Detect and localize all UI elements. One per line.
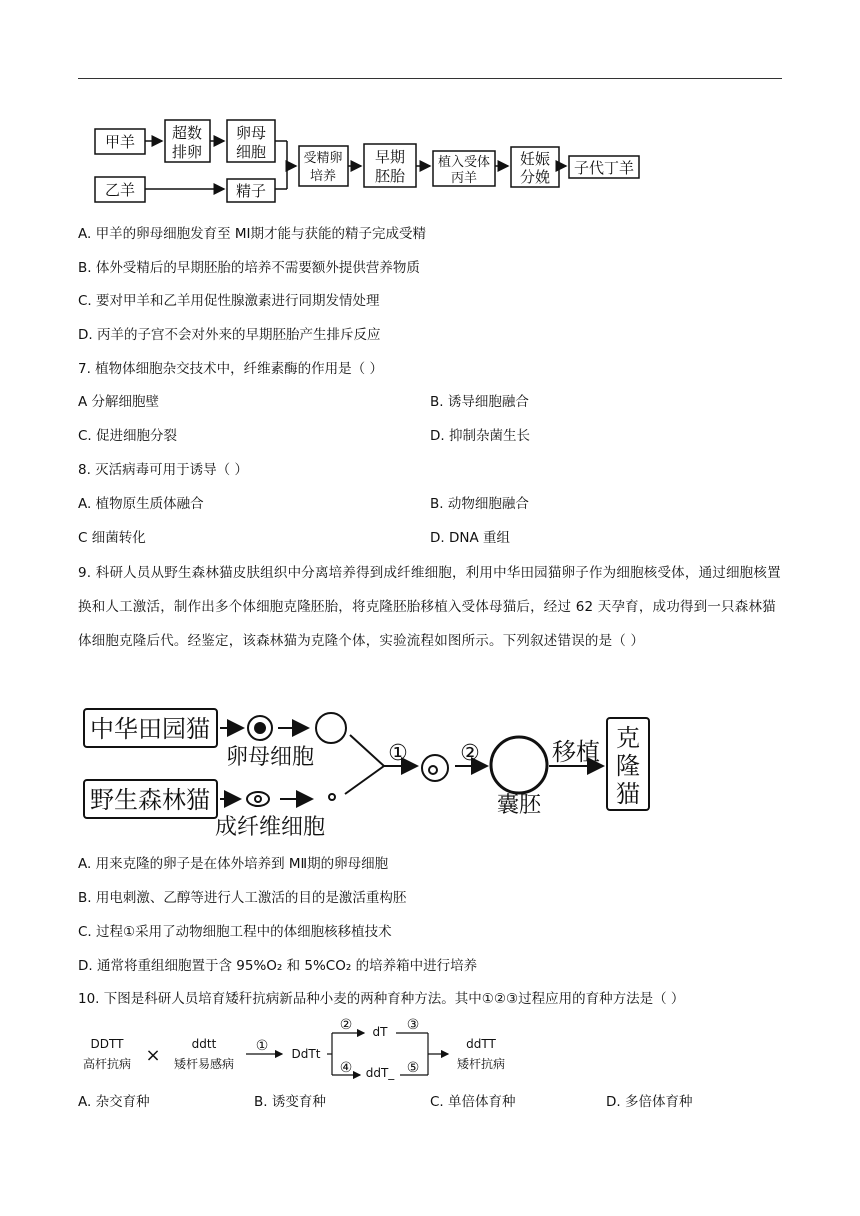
node-oocyte-1: 卵母 [235, 124, 267, 142]
q9-stem: 9. 科研人员从野生森林猫皮肤组织中分离培养得到成纤维细胞，利用中华田园猫卵子作为细胞核受体，通过细胞核置换和人工激活，制作出多个体细胞克隆胚胎，将克隆胚胎移植入受体母猫后，经过 62 天孕育，成功得到一只森林猫体细胞克隆后代。经鉴定，该森林猫为克隆个体，实验流程如图所示。下列叙述错误的是（ ） [78, 565, 781, 649]
node-transfer-1: 植入受体 [437, 155, 491, 170]
q7-stem: 7. 植物体细胞杂交技术中，纤维素酶的作用是（ ） [78, 361, 383, 377]
cat-donor-label: 中华田园猫 [90, 715, 210, 743]
fibroblast-label: 成纤维细胞 [214, 815, 326, 840]
q7-option-c: C. 促进细胞分裂 [78, 428, 178, 444]
step-2-label: ② [460, 741, 480, 766]
q8-option-b: B. 动物细胞融合 [430, 496, 529, 512]
wheat-step-5: ⑤ [406, 1060, 420, 1076]
node-early-embryo-2: 胚胎 [374, 167, 406, 185]
p1-genotype: DDTT [90, 1037, 124, 1051]
f1-genotype: DdTt [291, 1047, 321, 1061]
wheat-step-1: ① [255, 1038, 269, 1054]
result-trait: 矮杆抗病 [456, 1057, 506, 1071]
blastocyst-label: 囊胚 [496, 793, 542, 818]
q9-option-d: D. 通常将重组细胞置于含 95%O₂ 和 5%CO₂ 的培养箱中进行培养 [78, 958, 478, 974]
q8-option-d: D. DNA 重组 [430, 530, 510, 546]
q6-option-d: D. 丙羊的子宫不会对外来的早期胚胎产生排斥反应 [78, 327, 381, 343]
oocyte-label: 卵母细胞 [225, 745, 315, 770]
node-offspring: 子代丁羊 [573, 159, 635, 177]
q7-option-a: A 分解细胞壁 [78, 394, 160, 410]
q10-option-c: C. 单倍体育种 [430, 1094, 516, 1110]
clone-label-1: 克 [616, 724, 640, 752]
p2-genotype: ddtt [191, 1037, 217, 1051]
q7-option-b: B. 诱导细胞融合 [430, 394, 529, 410]
step-1-label: ① [388, 741, 408, 766]
node-yi: 乙羊 [104, 181, 136, 199]
wheat-step-4: ④ [339, 1060, 353, 1076]
node-oocyte-2: 细胞 [235, 143, 267, 161]
node-superovulation-1: 超数 [171, 124, 203, 142]
q10-option-a: A. 杂交育种 [78, 1094, 150, 1110]
p2-trait: 矮杆易感病 [173, 1057, 235, 1071]
p1-trait: 高杆抗病 [82, 1057, 132, 1071]
gamete-dt: dT [372, 1025, 388, 1039]
cat-wild-label: 野生森林猫 [90, 786, 210, 814]
q9-option-c: C. 过程①采用了动物细胞工程中的体细胞核移植技术 [78, 924, 392, 940]
q6-option-b: B. 体外受精后的早期胚胎的培养不需要额外提供营养物质 [78, 260, 420, 276]
q6-option-c: C. 要对甲羊和乙羊用促性腺激素进行同期发情处理 [78, 293, 380, 309]
node-transfer-2: 丙羊 [450, 171, 478, 186]
node-pregnancy-1: 妊娠 [519, 150, 551, 168]
wheat-step-2: ② [339, 1017, 353, 1033]
node-fertilized-1: 受精卵 [303, 151, 343, 166]
node-sperm: 精子 [235, 182, 267, 200]
node-early-embryo-1: 早期 [374, 148, 406, 166]
q6-option-a: A. 甲羊的卵母细胞发育至 MⅠ期才能与获能的精子完成受精 [78, 226, 427, 242]
result-genotype: ddTT [466, 1037, 496, 1051]
node-pregnancy-2: 分娩 [519, 168, 551, 186]
q9-option-a: A. 用来克隆的卵子是在体外培养到 MⅡ期的卵母细胞 [78, 856, 389, 872]
clone-label-2: 隆 [616, 752, 640, 780]
transplant-label: 移植 [552, 738, 600, 766]
q10-stem: 10. 下图是科研人员培育矮秆抗病新品种小麦的两种育种方法。其中①②③过程应用的育种方法是（ ） [78, 991, 685, 1007]
q8-stem: 8. 灭活病毒可用于诱导（ ） [78, 462, 248, 478]
node-superovulation-2: 排卵 [171, 143, 203, 161]
q7-option-d: D. 抑制杂菌生长 [430, 428, 530, 444]
q10-option-d: D. 多倍体育种 [606, 1094, 693, 1110]
node-fertilized-2: 培养 [309, 169, 337, 184]
wheat-step-3: ③ [406, 1017, 420, 1033]
gamete-ddt: ddT_ [365, 1066, 395, 1080]
q10-option-b: B. 诱变育种 [254, 1094, 326, 1110]
q8-option-a: A. 植物原生质体融合 [78, 496, 204, 512]
q9-option-b: B. 用电刺激、乙醇等进行人工激活的目的是激活重构胚 [78, 890, 407, 906]
clone-label-3: 猫 [616, 780, 640, 808]
cross-sign: × [145, 1045, 161, 1066]
q8-option-c: C 细菌转化 [78, 530, 146, 546]
node-jia: 甲羊 [104, 133, 136, 151]
